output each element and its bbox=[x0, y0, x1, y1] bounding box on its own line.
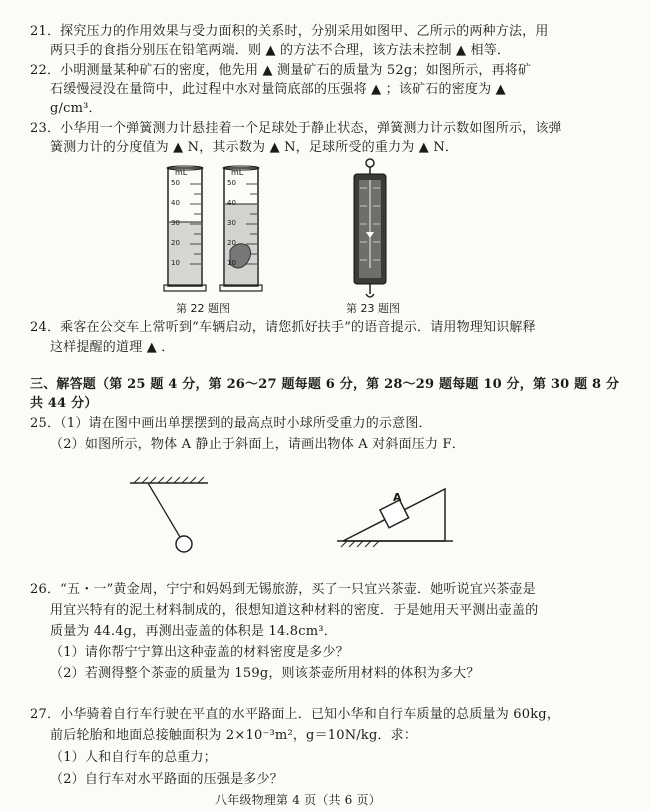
cyl-unit-right: mL bbox=[231, 168, 244, 177]
q21-line2: 两只手的食指分别压在铅笔两端．则 ▲ 的方法不合理，该方法未控制 ▲ 相等． bbox=[50, 43, 511, 58]
q24-line2: 这样提醒的道理 ▲ ． bbox=[50, 340, 175, 355]
q26-line2: 用宜兴特有的泥土材料制成的，很想知道这种材料的密度．于是她用天平测出壶盖的 bbox=[50, 603, 539, 618]
spring-scale-figure bbox=[340, 158, 400, 300]
q27-line2: 前后轮胎和地面总接触面积为 2×10⁻³m²，g＝10N/kg．求： bbox=[50, 728, 418, 743]
block-a-label: A bbox=[393, 491, 402, 504]
q23-line2: 簧测力计的分度值为 ▲ N，其示数为 ▲ N，足球所受的重力为 ▲ N． bbox=[50, 140, 459, 155]
q22-line1: 22．小明测量某种矿石的密度，他先用 ▲ 测量矿石的质量为 52g；如图所示，再将矿 bbox=[30, 63, 532, 78]
cyl2-tick-20: 20 bbox=[227, 239, 236, 247]
fig22-caption: 第 22 题图 bbox=[176, 302, 230, 315]
cyl2-tick-40: 40 bbox=[227, 199, 236, 207]
cyl-unit-left: mL bbox=[175, 168, 188, 177]
q27-line3: （1）人和自行车的总重力； bbox=[50, 750, 217, 765]
page-footer: 八年级物理第 4 页（共 6 页） bbox=[215, 793, 381, 807]
q26-line3: 质量为 44.4g，再测出壶盖的体积是 14.8cm³． bbox=[50, 624, 337, 639]
q24-line1: 24．乘客在公交车上常听到“车辆启动，请您抓好扶手”的语音提示．请用物理知识解释 bbox=[30, 320, 536, 335]
q22-line2: 石缓慢浸没在量筒中，此过程中水对量筒底部的压强将 ▲ ；该矿石的密度为 ▲ bbox=[50, 82, 506, 97]
cyl-tick-10: 10 bbox=[171, 259, 180, 267]
fig23-caption: 第 23 题图 bbox=[346, 302, 400, 315]
q26-line5: （2）若测得整个茶壶的质量为 159g，则该茶壶所用材料的体积为多大？ bbox=[50, 666, 480, 681]
incline-figure bbox=[335, 483, 485, 555]
q27-line1: 27．小华骑着自行车行驶在平直的水平路面上．已知小华和自行车质量的总质量为 60kg， bbox=[30, 707, 561, 722]
q26-line1: 26．“五・一”黄金周，宁宁和妈妈到无锡旅游，买了一只宜兴茶壶．她听说宜兴茶壶是 bbox=[30, 582, 536, 597]
cyl2-tick-10: 10 bbox=[227, 259, 236, 267]
section3-title-cont: 共 44 分） bbox=[30, 396, 98, 411]
q25-line2: （2）如图所示，物体 A 静止于斜面上，请画出物体 A 对斜面压力 F． bbox=[50, 437, 465, 452]
cyl-tick-20: 20 bbox=[171, 239, 180, 247]
cyl-tick-30: 30 bbox=[171, 219, 180, 227]
q26-line4: （1）请你帮宁宁算出这种壶盖的材料密度是多少？ bbox=[50, 645, 349, 660]
cyl2-tick-30: 30 bbox=[227, 219, 236, 227]
q22-line3: g/cm³． bbox=[50, 101, 102, 116]
cyl-tick-40: 40 bbox=[171, 199, 180, 207]
pendulum-figure bbox=[128, 475, 218, 555]
cyl2-tick-50: 50 bbox=[227, 179, 236, 187]
cyl-tick-50: 50 bbox=[171, 179, 180, 187]
q25-line1: 25．（1）请在图中画出单摆摆到的最高点时小球所受重力的示意图． bbox=[30, 416, 432, 431]
q27-line4: （2）自行车对水平路面的压强是多少？ bbox=[50, 772, 283, 787]
block-a bbox=[380, 500, 409, 528]
section3-title: 三、解答题（第 25 题 4 分，第 26～27 题每题 6 分，第 28～29 题每题 10 分，第 30 题 8 分 bbox=[30, 377, 620, 392]
q21-line1: 21．探究压力的作用效果与受力面积的关系时，分别采用如图甲、乙所示的两种方法，用 bbox=[30, 24, 549, 39]
q23-line1: 23．小华用一个弹簧测力计悬挂着一个足球处于静止状态，弹簧测力计示数如图所示，该弹 bbox=[30, 121, 562, 136]
